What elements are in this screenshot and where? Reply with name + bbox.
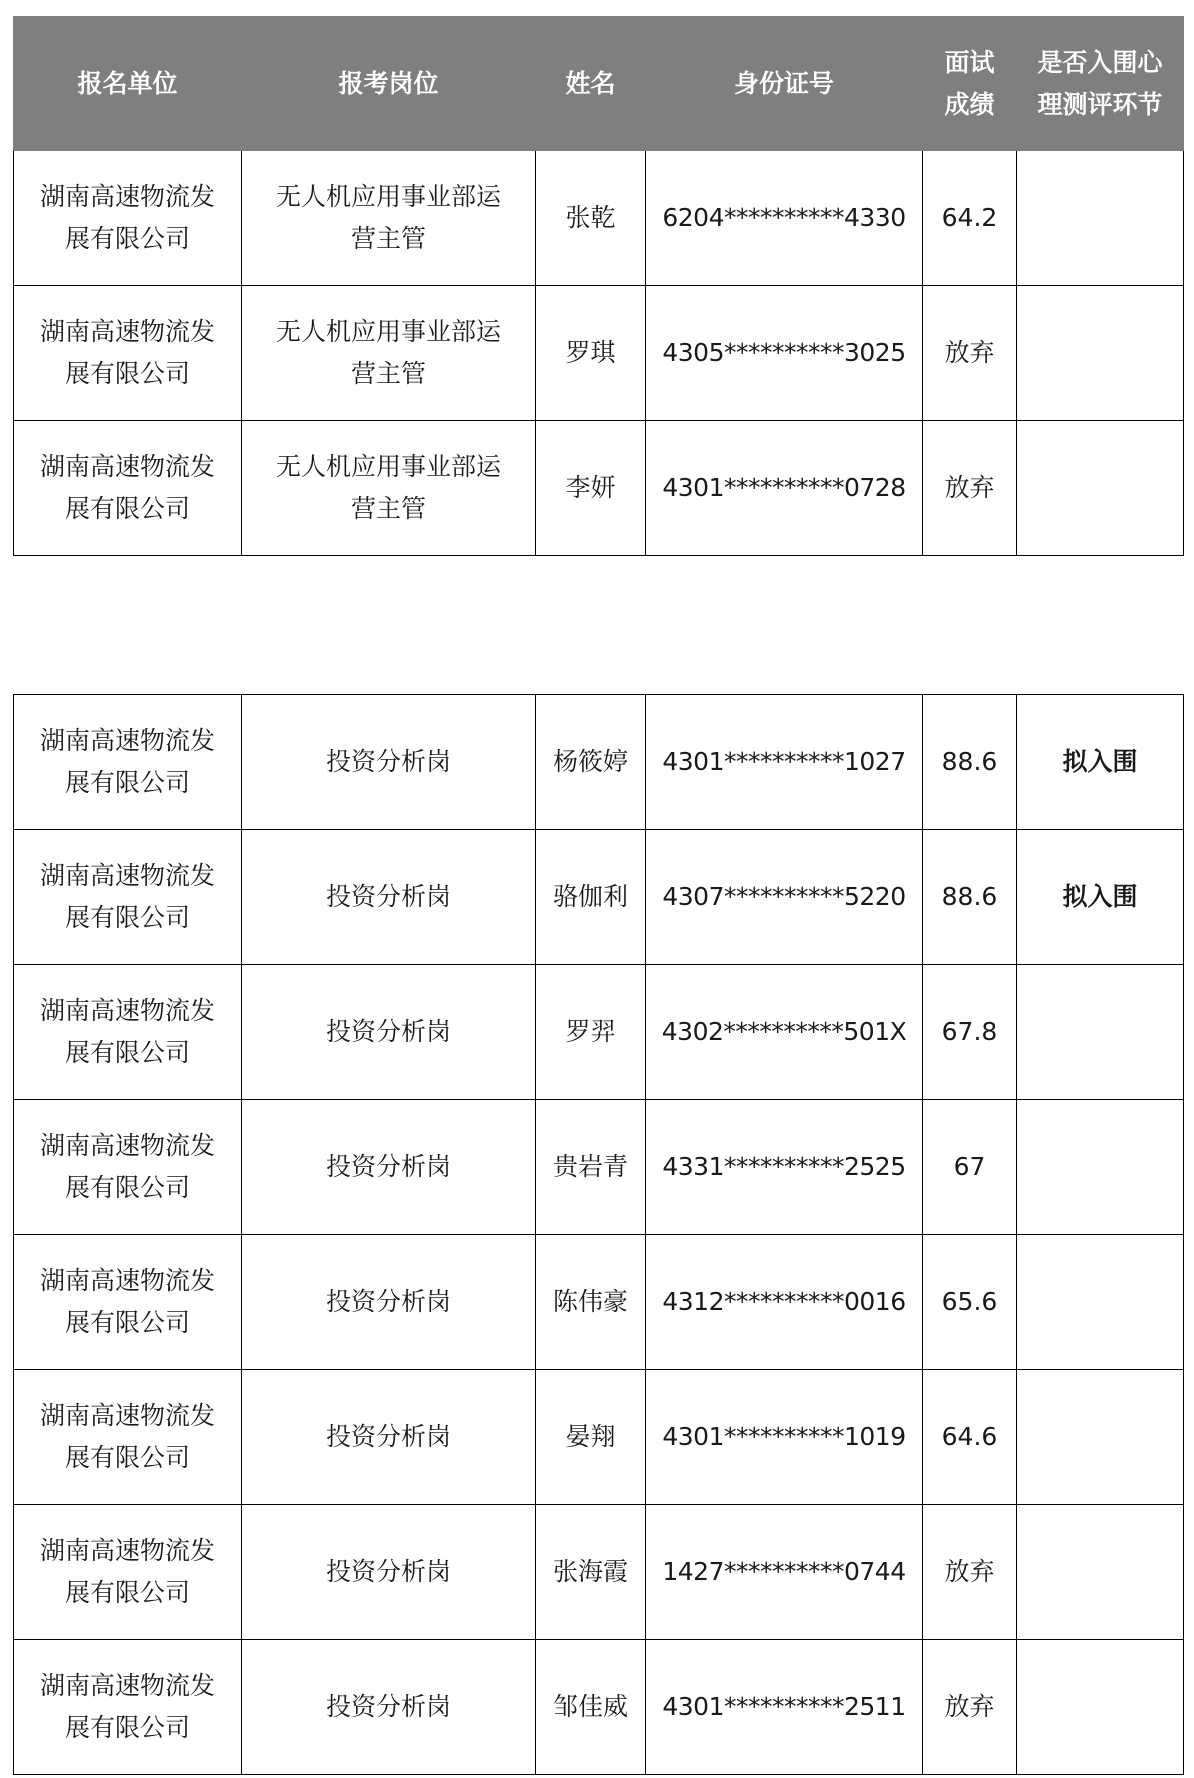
cell-unit [14, 1640, 242, 1775]
header-result [1017, 17, 1184, 151]
cell-position-line1: 无人机应用事业部运 [275, 182, 501, 211]
cell-unit-line2: 展有限公司 [64, 1038, 190, 1067]
cell-unit-line1: 湖南高速物流发 [39, 452, 215, 481]
table-row [14, 695, 1184, 830]
cell-name: 邹佳威 [536, 1640, 646, 1775]
cell-id: 1427**********0744 [646, 1505, 923, 1640]
cell-unit-line2: 展有限公司 [64, 494, 190, 523]
cell-score: 放弃 [923, 286, 1017, 421]
cell-unit-line1: 湖南高速物流发 [39, 1266, 215, 1295]
cell-position [242, 151, 536, 286]
cell-score: 放弃 [923, 1505, 1017, 1640]
cell-unit-line1: 湖南高速物流发 [39, 317, 215, 346]
cell-position-line2: 营主管 [350, 359, 426, 388]
cell-position-line2: 营主管 [350, 494, 426, 523]
header-unit: 报名单位 [14, 17, 242, 151]
cell-result [1017, 1100, 1184, 1235]
cell-name: 张海霞 [536, 1505, 646, 1640]
cell-id: 4301**********1027 [646, 695, 923, 830]
cell-position: 投资分析岗 [242, 1640, 536, 1775]
cell-score: 67 [923, 1100, 1017, 1235]
cell-unit [14, 1370, 242, 1505]
cell-unit [14, 830, 242, 965]
cell-name: 罗琪 [536, 286, 646, 421]
cell-unit-line1: 湖南高速物流发 [39, 726, 215, 755]
cell-position: 投资分析岗 [242, 830, 536, 965]
cell-name: 罗羿 [536, 965, 646, 1100]
header-score-line2: 成绩 [944, 89, 995, 119]
cell-unit [14, 965, 242, 1100]
cell-position-line1: 无人机应用事业部运 [275, 452, 501, 481]
cell-id: 4301**********0728 [646, 421, 923, 556]
cell-id: 4331**********2525 [646, 1100, 923, 1235]
header-score-line1: 面试 [944, 47, 995, 77]
table-row [14, 1640, 1184, 1775]
table-row [14, 965, 1184, 1100]
cell-result [1017, 1235, 1184, 1370]
header-id: 身份证号 [646, 17, 923, 151]
table-row [14, 830, 1184, 965]
cell-position [242, 421, 536, 556]
cell-id: 4302**********501X [646, 965, 923, 1100]
cell-result [1017, 1505, 1184, 1640]
cell-position: 投资分析岗 [242, 1370, 536, 1505]
cell-name: 晏翔 [536, 1370, 646, 1505]
table-row [14, 1100, 1184, 1235]
cell-unit-line2: 展有限公司 [64, 1443, 190, 1472]
cell-id: 4312**********0016 [646, 1235, 923, 1370]
cell-name: 陈伟豪 [536, 1235, 646, 1370]
cell-unit-line2: 展有限公司 [64, 903, 190, 932]
cell-unit-line1: 湖南高速物流发 [39, 1536, 215, 1565]
candidate-table-drone [13, 16, 1184, 556]
cell-id: 6204**********4330 [646, 151, 923, 286]
header-result-line1: 是否入围心 [1037, 47, 1163, 77]
cell-unit-line1: 湖南高速物流发 [39, 996, 215, 1025]
cell-unit [14, 695, 242, 830]
table-row [14, 1235, 1184, 1370]
cell-result [1017, 421, 1184, 556]
cell-score: 放弃 [923, 421, 1017, 556]
cell-position-line2: 营主管 [350, 224, 426, 253]
cell-unit [14, 286, 242, 421]
table-body [14, 151, 1184, 556]
cell-position: 投资分析岗 [242, 1100, 536, 1235]
cell-result [1017, 1370, 1184, 1505]
cell-name: 骆伽利 [536, 830, 646, 965]
cell-position: 投资分析岗 [242, 695, 536, 830]
table-row [14, 1505, 1184, 1640]
cell-score: 65.6 [923, 1235, 1017, 1370]
cell-unit-line2: 展有限公司 [64, 1578, 190, 1607]
cell-unit-line2: 展有限公司 [64, 768, 190, 797]
cell-result [1017, 151, 1184, 286]
cell-score: 67.8 [923, 965, 1017, 1100]
header-score [923, 17, 1017, 151]
cell-position-line1: 无人机应用事业部运 [275, 317, 501, 346]
cell-unit-line2: 展有限公司 [64, 359, 190, 388]
cell-name: 张乾 [536, 151, 646, 286]
cell-result [1017, 1640, 1184, 1775]
cell-unit-line1: 湖南高速物流发 [39, 1671, 215, 1700]
cell-id: 4301**********1019 [646, 1370, 923, 1505]
cell-unit-line1: 湖南高速物流发 [39, 861, 215, 890]
table-row [14, 151, 1184, 286]
cell-score: 88.6 [923, 695, 1017, 830]
candidate-table-investment [13, 694, 1184, 1775]
cell-id: 4307**********5220 [646, 830, 923, 965]
cell-unit [14, 1235, 242, 1370]
cell-name: 杨筱婷 [536, 695, 646, 830]
table-row [14, 286, 1184, 421]
cell-unit [14, 1505, 242, 1640]
table-row [14, 1370, 1184, 1505]
cell-unit-line2: 展有限公司 [64, 1308, 190, 1337]
cell-unit-line2: 展有限公司 [64, 1173, 190, 1202]
cell-unit [14, 421, 242, 556]
cell-position: 投资分析岗 [242, 1235, 536, 1370]
cell-name: 贵岩青 [536, 1100, 646, 1235]
cell-score: 放弃 [923, 1640, 1017, 1775]
cell-unit [14, 1100, 242, 1235]
cell-result [1017, 965, 1184, 1100]
header-result-line2: 理测评环节 [1037, 89, 1163, 119]
cell-unit-line1: 湖南高速物流发 [39, 1131, 215, 1160]
table-header [14, 17, 1184, 151]
cell-score: 64.6 [923, 1370, 1017, 1505]
table-row [14, 421, 1184, 556]
cell-unit-line1: 湖南高速物流发 [39, 1401, 215, 1430]
header-row [14, 17, 1184, 151]
cell-unit-line1: 湖南高速物流发 [39, 182, 215, 211]
header-name: 姓名 [536, 17, 646, 151]
cell-position: 投资分析岗 [242, 965, 536, 1100]
cell-score: 88.6 [923, 830, 1017, 965]
table-body [14, 695, 1184, 1775]
cell-position: 投资分析岗 [242, 1505, 536, 1640]
cell-name: 李妍 [536, 421, 646, 556]
header-position: 报考岗位 [242, 17, 536, 151]
cell-result [1017, 286, 1184, 421]
cell-id: 4305**********3025 [646, 286, 923, 421]
cell-score: 64.2 [923, 151, 1017, 286]
cell-unit-line2: 展有限公司 [64, 224, 190, 253]
cell-result: 拟入围 [1017, 830, 1184, 965]
cell-unit [14, 151, 242, 286]
cell-result: 拟入围 [1017, 695, 1184, 830]
cell-unit-line2: 展有限公司 [64, 1713, 190, 1742]
cell-id: 4301**********2511 [646, 1640, 923, 1775]
cell-position [242, 286, 536, 421]
